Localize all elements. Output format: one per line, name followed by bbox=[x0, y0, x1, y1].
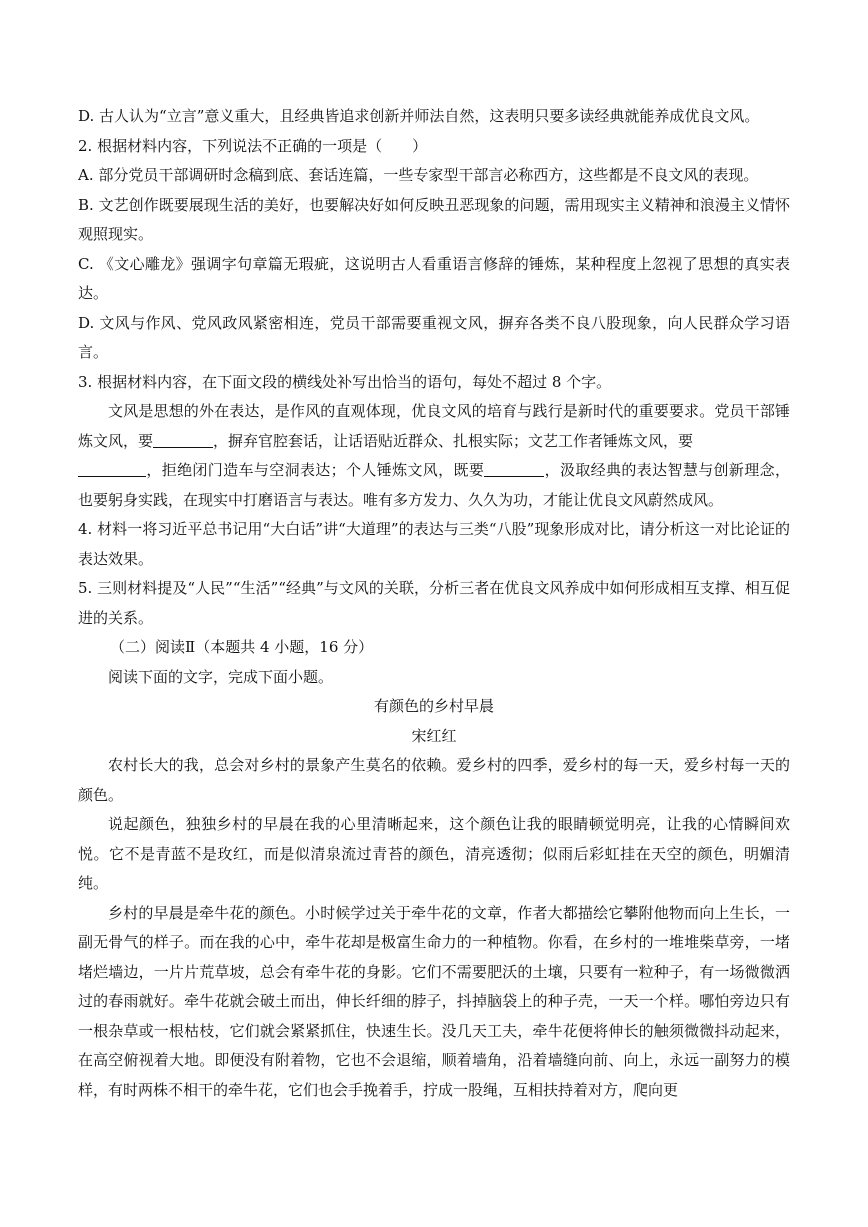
q5: 5. 三则材料提及“人民”“生活”“经典”与文风的关联，分析三者在优良文风养成中如何形成相互支撑、相互促进的关系。 bbox=[78, 579, 790, 627]
q2-option-c: C. 《文心雕龙》强调字句章篇无瑕疵，这说明古人看重语言修辞的锤炼，某种程度上忽视了思想的真实表达。 bbox=[78, 254, 790, 302]
answer-blank-3[interactable] bbox=[484, 461, 544, 477]
article-title: 有颜色的乡村早晨 bbox=[373, 697, 494, 715]
article-author: 宋红红 bbox=[411, 726, 457, 745]
q2-option-b: B. 文艺创作既要展现生活的美好，也要解决好如何反映丑恶现象的问题，需用现实主义精神和浪漫主义情怀观照现实。 bbox=[78, 195, 790, 243]
q4: 4. 材料一将习近平总书记用“大白话”讲“大道理”的表达与三类“八股”现象形成对比，请分析这一对比论证的表达效果。 bbox=[78, 520, 790, 568]
q3-passage-part-3: ，拒绝闭门造车与空洞表达；个人锤炼文风，既要 bbox=[146, 461, 485, 479]
article-paragraph-2: 说起颜色，独独乡村的早晨在我的心里清晰起来，这个颜色让我的眼睛顿觉明亮，让我的心情瞬间欢悦。它不是青蓝不是玫红，而是似清泉流过青苔的颜色，清亮透彻；似雨后彩虹挂在天空的颜色，明媚清纯。 bbox=[78, 815, 790, 892]
q3-stem: 3. 根据材料内容，在下面文段的横线处补写出恰当的语句，每处不超过 8 个字。 bbox=[78, 372, 612, 391]
q3-passage-part-4: ，汲取经典的表达智慧与创新理念，也要躬身实践，在现实中打磨语言与表达。唯有多方发力、久久为功，才能让优良文风蔚然成风。 bbox=[78, 461, 790, 509]
answer-blank-2[interactable] bbox=[78, 461, 146, 477]
section-instruction: 阅读下面的文字，完成下面小题。 bbox=[108, 667, 334, 686]
answer-blank-1[interactable] bbox=[153, 432, 213, 448]
article-paragraph-3: 乡村的早晨是牵牛花的颜色。小时候学过关于牵牛花的文章，作者大都描绘它攀附他物而向上生长，一副无骨气的样子。而在我的心中，牵牛花却是极富生命力的一种植物。你看，在乡村的一堆堆柴草旁，一堵堵烂墙边，一片片荒草坡，总会有牵牛花的身影。它们不需要肥沃的土壤，只要有一粒种子，有一场微微洒过的春雨就好。牵牛花就会破土而出，伸长纤细的脖子，抖掉脑袋上的种子壳，一天一个样。哪怕旁边只有一根杂草或一根枯枝，它们就会紧紧抓住，快速生长。没几天工夫，牵牛花便将伸长的触须微微抖动起来，在高空俯视着大地。即便没有附着物，它也不会退缩，顺着墙角，沿着墙缝向前、向上，永远一副努力的模样，有时两株不相干的牵牛花，它们也会手挽着手，拧成一股绳，互相扶持着对方，爬向更 bbox=[78, 903, 790, 1099]
document-body bbox=[78, 102, 790, 1105]
q3-passage bbox=[78, 397, 790, 515]
q2-stem: 2. 根据材料内容，下列说法不正确的一项是（ ） bbox=[78, 136, 428, 155]
q2-option-a: A. 部分党员干部调研时念稿到底、套话连篇，一些专家型干部言必称西方，这些都是不良文风的表现。 bbox=[78, 166, 759, 184]
section-heading: （二）阅读Ⅱ（本题共 4 小题，16 分） bbox=[110, 638, 374, 656]
article-paragraph-1: 农村长大的我，总会对乡村的景象产生莫名的依赖。爱乡村的四季，爱乡村的每一天，爱乡村每一天的颜色。 bbox=[78, 756, 790, 804]
q3-passage-part-2: ，摒弃官腔套话，让话语贴近群众、扎根实际；文艺工作者锤炼文风，要 bbox=[213, 431, 694, 450]
q3-passage-part-1: 文风是思想的外在表达，是作风的直观体现，优良文风的培育与践行是新时代的重要要求。党员干部锤炼文风，要 bbox=[78, 402, 790, 450]
q2-option-d: D. 文风与作风、党风政风紧密相连，党员干部需要重视文风，摒弃各类不良八股现象，向人民群众学习语言。 bbox=[78, 313, 790, 361]
q1-option-d: D. 古人认为“立言”意义重大，且经典皆追求创新并师法自然，这表明只要多读经典就能养成优良文风。 bbox=[78, 107, 760, 125]
